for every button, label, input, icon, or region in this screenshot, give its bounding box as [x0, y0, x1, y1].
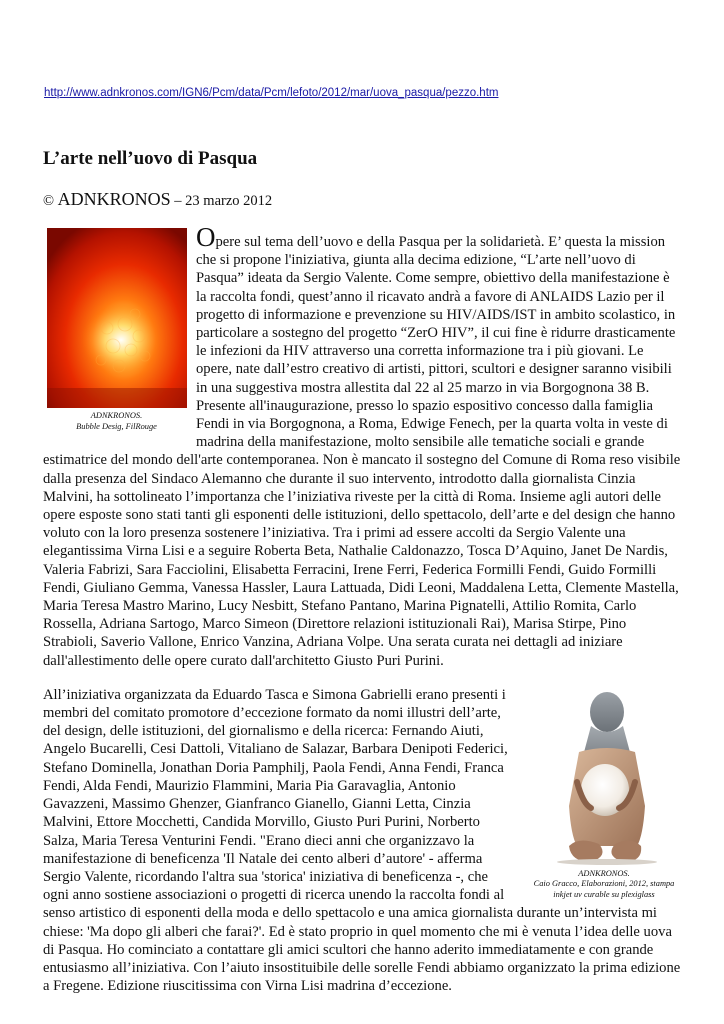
paragraph-2	[43, 686, 683, 995]
caption-line: ADNKRONOS.	[578, 868, 630, 878]
figure-egg-sculpture	[519, 686, 689, 901]
caption-line: Bubble Desig, FilRouge	[76, 421, 157, 431]
caption-line: inkjet uv curable su plexiglass	[553, 889, 655, 899]
caption-line: Caio Gracco, Elaborazioni, 2012, stampa	[533, 879, 675, 889]
drop-cap: O	[196, 222, 216, 252]
paragraph-2-text: All’iniziativa organizzata da Eduardo Tasca e Simona Gabrielli erano presenti i membri del comitato promotore d’eccezione formato da nomi illustri dell’arte, del design, delle istituzioni, del giornalismo e della ricerca: Fernando Aiuti, Angelo Bucarelli, Cesi Dattoli, Vitaliano de Salazar, Barbara Denipoti Federici, Stefano Dominella, Jonathan Doria Pamphilj, Paola Fendi, Anna Fendi, Franca Fendi, Alda Fendi, Maurizio Flammini, Maria Pia Garavaglia, Antonio Gavazzeni, Massimo Ghenzer, Gianfranco Gianello, Gianni Letta, Cinzia Malvini, Ettore Mocchetti, Candida Morvillo, Giusto Puri Purini, Norberto Salza, Maria Teresa Venturini Fendi. "Erano dieci anni che organizzavo la manifestazione di beneficenza 'Il Natale dei cento alberi d’autore' - afferma Sergio Valente, ricordando l'altra sua 'storica' iniziativa di beneficenza -, che ogni anno sostiene associazioni o progetti di ricerca unendo la raccolta fondi al senso artistico di esponenti della moda e dello spettacolo e una amica giornalista durante un’intervista mi chiese: 'Ma dopo gli alberi che farai?'. Ed è stato proprio in quel momento che mi è venuta l’idea delle uova di Pasqua. Ho cominciato a contattare gli amici scultori che hanno aderito immediatamente e con grande entusiasmo all’iniziativa. Con l’aiuto insostituibile delle sorelle Fendi abbiamo organizzato la prima edizione a Fregene. Edizione riuscitissima con Virna Lisi madrina d’eccezione.	[43, 686, 681, 995]
copyright-symbol: ©	[43, 193, 55, 209]
caption-line: ADNKRONOS.	[90, 411, 143, 420]
egg-sculpture-photo	[519, 686, 689, 866]
figure-right-caption	[519, 869, 689, 901]
paragraph-1-text: pere sul tema dell’uovo e della Pasqua per la solidarietà. E’ questa la mission che si propone l'iniziativa, giunta alla decima edizione, “L’arte nell’uovo di Pasqua” ideata da Sergio Valente. Come sempre, obiettivo della manifestazione è la raccolta fondi, quest’anno il ricavato andrà a favore di ANLAIDS Lazio per il progetto di informazione e prevenzione su HIV/AIDS/IST in ambito scolastico, in particolare a sostegno del progetto “ZerO HIV”, il cui fine è ridurre drasticamente le infezioni da HIV attraverso una corretta informazione tra i più giovani. Le opere, nate dall’estro creativo di artisti, pittori, scultori e designer saranno visibili in una suggestiva mostra allestita dal 22 al 25 marzo in via Borgognona 38 B. Presente all'inaugurazione, presso lo spazio espositivo concesso dalla famiglia Fendi in via Borgognona, a Roma, Edwige Fenech, per la quarta volta in veste di madrina della manifestazione, molto sensibile alle tematiche sociali e grande estimatrice del mondo dell'arte contemporanea. Non è mancato il sostegno del Comune di Roma reso visibile dalla presenza del Sindaco Alemanno che durante il suo intervento, introdotto dalla giornalista Cinzia Malvini, ha sottolineato l’importanza che l’iniziativa riveste per la città di Roma. Insieme agli autori delle opere esposte sono stati tanti gli esponenti delle istituzioni, dello spettacolo, dell’arte e del design che hanno voluto con la loro presenza sostenere l’iniziativa. Tra i primi ad essere accolti da Sergio Valente una elegantissima Virna Lisi e a seguire Roberta Beta, Nathalie Caldonazzo, Tosca D’Aquino, Janet De Nardis, Valeria Fabrizi, Sara Facciolini, Elisabetta Ferracini, Irene Ferri, Federica Formilli Fendi, Guido Formilli Fendi, Giuliano Gemma, Vanessa Hassler, Laura Lattuada, Didi Leoni, Maddalena Letta, Clemente Mastella, Maria Teresa Mastro Marino, Lucy Nesbitt, Stefano Pantano, Marina Pignatelli, Attilio Romita, Carlo Rossella, Adriana Sartogo, Marco Simeon (Direttore relazioni istituzionali Rai), Marisa Stirpe, Pino Strabioli, Saverio Vallone, Enrico Vanzina, Adriana Volpe. Una serata curata nei dettagli ad iniziare dall'allestimento delle opere curato dall'architetto Giusto Puri Purini.	[43, 234, 681, 669]
figure-bubble-lamp	[43, 228, 190, 432]
byline	[43, 189, 272, 210]
figure-left-caption	[43, 411, 190, 432]
source-url-link[interactable]: http://www.adnkronos.com/IGN6/Pcm/data/Pcm/lefoto/2012/mar/uova_pasqua/pezzo.htm	[44, 87, 499, 99]
byline-agency: ADNKRONOS	[57, 189, 171, 209]
article-body	[43, 222, 683, 995]
article-title: L’arte nell’uovo di Pasqua	[43, 148, 258, 169]
byline-date: – 23 marzo 2012	[170, 193, 273, 209]
bubble-lamp-photo	[47, 228, 187, 408]
